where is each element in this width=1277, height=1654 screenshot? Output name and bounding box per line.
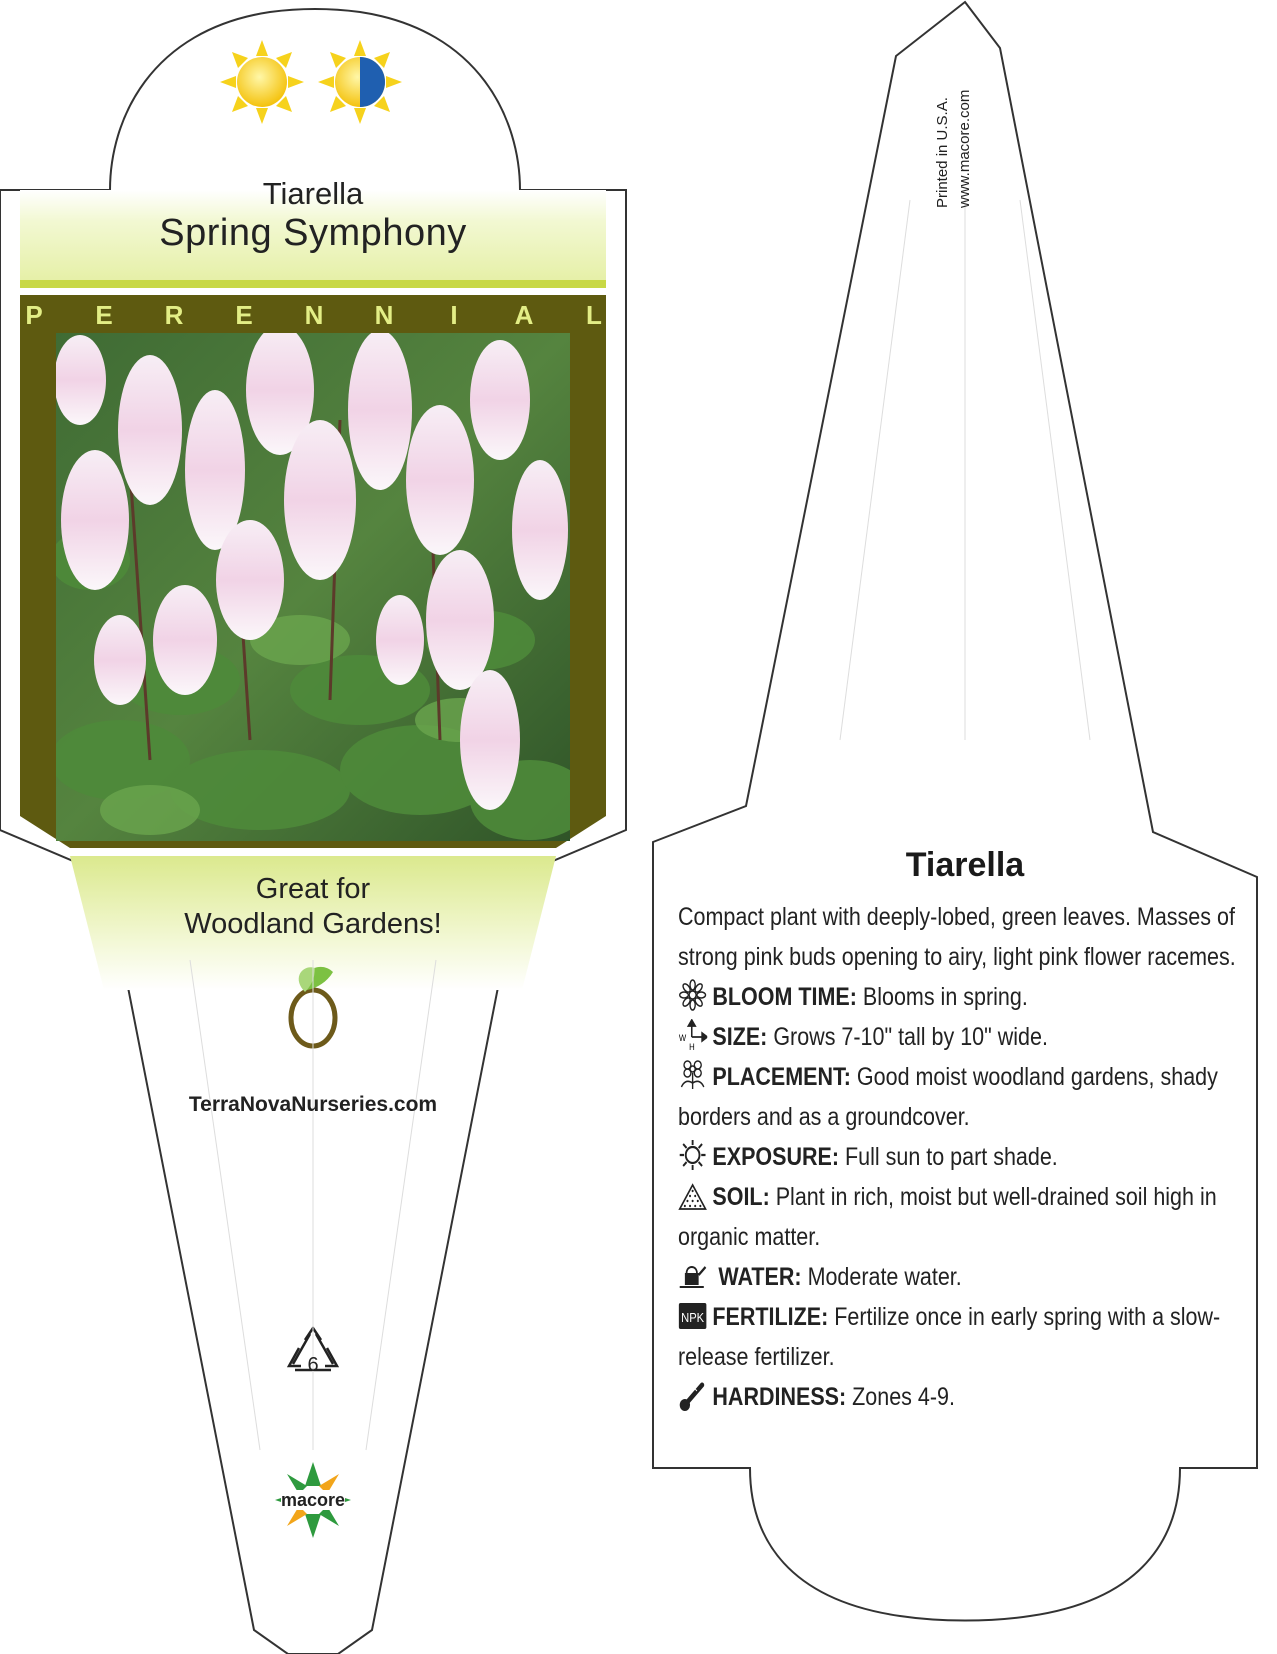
- category-label: [22, 300, 606, 334]
- detail-bloom-time: BLOOM TIME: Blooms in spring.: [678, 977, 1237, 1017]
- category-letter: P: [25, 300, 43, 330]
- tagline-line-1: Great for: [255, 873, 371, 905]
- printed-line-1: Printed in U.S.A.: [934, 97, 951, 208]
- thermometer-icon: [678, 1379, 707, 1411]
- detail-placement: PLACEMENT: Good moist woodland gardens, shady borders and as a groundcover.: [678, 1057, 1237, 1137]
- part-shade-icon: [318, 40, 402, 124]
- printed-line-2: www.macore.com: [956, 89, 973, 208]
- care-info: [678, 897, 1237, 1417]
- header-band: [20, 280, 606, 288]
- plant-photo: [50, 325, 590, 841]
- brand-logo-text: macore: [280, 1490, 346, 1510]
- npk-icon: [678, 1299, 707, 1331]
- detail-hardiness: HARDINESS: Zones 4-9.: [678, 1377, 1237, 1417]
- full-sun-icon: [220, 40, 304, 124]
- category-letter: R: [164, 300, 184, 330]
- website-link[interactable]: TerraNovaNurseries.com: [188, 1093, 438, 1116]
- svg-text:W: W: [678, 1032, 687, 1044]
- recycle-number: 6: [307, 1354, 319, 1376]
- care-title: Tiarella: [905, 846, 1025, 884]
- watering-can-icon: [678, 1259, 707, 1291]
- category-letter: A: [514, 300, 534, 330]
- detail-size: W H SIZE: Grows 7-10" tall by 10" wide.: [678, 1017, 1237, 1057]
- flower-icon: [678, 979, 707, 1011]
- detail-fertilize: NPK FERTILIZE: Fertilize once in early spring with a slow-release fertilizer.: [678, 1297, 1237, 1377]
- tagline: [60, 872, 566, 942]
- placement-flower-icon: [678, 1059, 707, 1091]
- detail-soil: SOIL: Plant in rich, moist but well-drained soil high in organic matter.: [678, 1177, 1237, 1257]
- tagline-line-2: Woodland Gardens!: [184, 908, 442, 940]
- category-letter: N: [374, 300, 394, 330]
- size-arrows-icon: [678, 1019, 707, 1051]
- category-letter: N: [304, 300, 324, 330]
- soil-pile-icon: [678, 1179, 707, 1211]
- printed-info: [932, 48, 980, 208]
- category-letter: E: [95, 300, 113, 330]
- detail-water: WATER: Moderate water.: [678, 1257, 1237, 1297]
- svg-text:H: H: [689, 1041, 695, 1051]
- category-letter: E: [235, 300, 253, 330]
- svg-text:NPK: NPK: [681, 1310, 705, 1326]
- sun-outline-icon: [678, 1139, 707, 1171]
- plant-name: Tiarella: [262, 176, 364, 211]
- variety-name: Spring Symphony: [159, 212, 467, 254]
- category-letter: I: [450, 300, 458, 330]
- category-letter: L: [586, 300, 602, 330]
- plant-description: Compact plant with deeply-lobed, green leaves. Masses of strong pink buds opening to airy, light pink flower racemes.: [678, 903, 1236, 971]
- detail-exposure: EXPOSURE: Full sun to part shade.: [678, 1137, 1237, 1177]
